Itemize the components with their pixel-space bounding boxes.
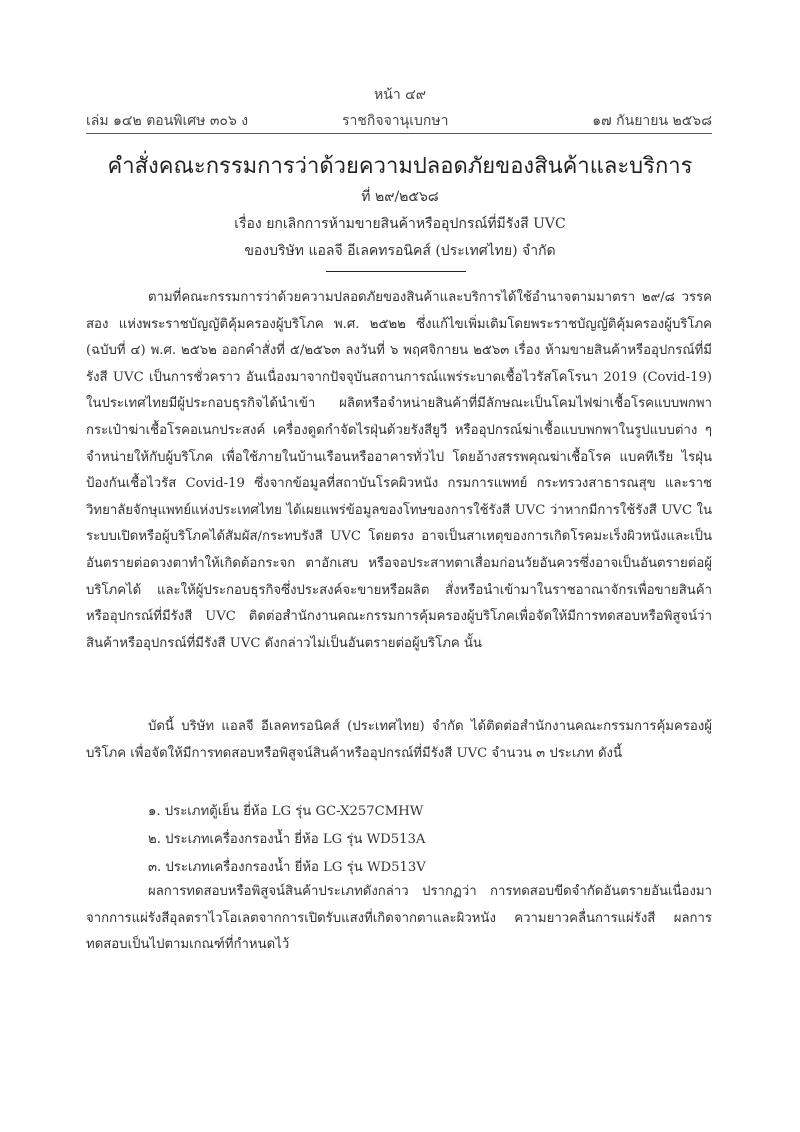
header-divider xyxy=(86,133,712,134)
order-number: ที่ ๒๙/๒๕๖๘ xyxy=(361,189,439,205)
paragraph-background: ตามที่คณะกรรมการว่าด้วยความปลอดภัยของสินค้าและบริการได้ใช้อำนาจตามมาตรา ๒๙/๘ วรรคสอง แห่งพระราชบัญญัติคุ้มครองผู้บริโภค พ.ศ. ๒๕๒๒ ซึ่งแก้ไขเพิ่มเติมโดยพระราชบัญญัติคุ้มครองผู้บริโภค (ฉบับที่ ๔) พ.ศ. ๒๕๖๒ ออกคำสั่งที่ ๕/๒๕๖๓ ลงวันที่ ๖ พฤศจิกายน ๒๕๖๓ เรื่อง ห้ามขายสินค้าหรืออุปกรณ์ที่มีรังสี UVC เป็นการชั่วคราว อันเนื่องมาจากปัจจุบันสถานการณ์แพร่ระบาดเชื้อไวรัสโคโรนา 2019 (Covid-19) ในประเทศไทยมีผู้ประกอบธุรกิจได้นำเข้า ผลิตหรือจำหน่ายสินค้าที่มีลักษณะเป็นโคมไฟฆ่าเชื้อโรคแบบพกพา กระเป๋าฆ่าเชื้อโรคอเนกประสงค์ เครื่องดูดกำจัดไรฝุ่นด้วยรังสียูวี หรืออุปกรณ์ฆ่าเชื้อแบบพกพาในรูปแบบต่าง ๆ จำหน่ายให้กับผู้บริโภค เพื่อใช้ภายในบ้านเรือนหรืออาคารทั่วไป โดยอ้างสรรพคุณฆ่าเชื้อโรค แบคทีเรีย ไรฝุ่น ป้องกันเชื้อไวรัส Covid-19 ซึ่งจากข้อมูลที่สถาบันโรคผิวหนัง กรมการแพทย์ กระทรวงสาธารณสุข และราชวิทยาลัยจักษุแพทย์แห่งประเทศไทย ได้เผยแพร่ข้อมูลของโทษของการใช้รังสี UVC ว่าหากมีการใช้รังสี UVC ในระบบเปิดหรือผู้บริโภคได้สัมผัส/กระทบรังสี UVC โดยตรง อาจเป็นสาเหตุของการเกิดโรคมะเร็งผิวหนังและเป็นอันตรายต่อดวงตาทำให้เกิดต้อกระจก ตาอักเสบ หรือจอประสาทตาเสื่อมก่อนวัยอันควรซึ่งอาจเป็นอันตรายต่อผู้บริโภคได้ และให้ผู้ประกอบธุรกิจซึ่งประสงค์จะขายหรือผลิต สั่งหรือนำเข้ามาในราชอาณาจักรเพื่อขายสินค้า หรืออุปกรณ์ที่มีรังสี UVC ติดต่อสำนักงานคณะกรรมการคุ้มครองผู้บริโภคเพื่อจัดให้มีการทดสอบหรือพิสูจน์ว่าสินค้าหรืออุปกรณ์ที่มีรังสี UVC ดังกล่าวไม่เป็นอันตรายต่อผู้บริโภค นั้น xyxy=(86,290,712,651)
document-title: คำสั่งคณะกรรมการว่าด้วยความปลอดภัยของสินค้าและบริการ xyxy=(107,154,693,179)
company-name: ของบริษัท แอลจี อีเลคทรอนิคส์ (ประเทศไทย) จำกัด xyxy=(244,243,556,259)
paragraph-request: บัดนี้ บริษัท แอลจี อีเลคทรอนิคส์ (ประเทศไทย) จำกัด ได้ติดต่อสำนักงานคณะกรรมการคุ้มครองผู้บริโภค เพื่อจัดให้มีการทดสอบหรือพิสูจน์สินค้าหรืออุปกรณ์ที่มีรังสี UVC จำนวน ๓ ประเภท ดังนี้ xyxy=(86,719,712,761)
list-item: ๓. ประเภทเครื่องกรองน้ำ ยี่ห้อ LG รุ่น WD513V xyxy=(148,860,426,875)
list-item: ๒. ประเภทเครื่องกรองน้ำ ยี่ห้อ LG รุ่น WD513A xyxy=(148,832,426,847)
paragraph-results: ผลการทดสอบหรือพิสูจน์สินค้าประเภทดังกล่าว ปรากฏว่า การทดสอบขีดจำกัดอันตรายอันเนื่องมาจากการแผ่รังสีอุลตราไวโอเลตจากการเปิดรับแสงที่เกิดจากตาและผิวหนัง ความยาวคลื่นการแผ่รังสี ผลการทดสอบเป็นไปตามเกณฑ์ที่กำหนดไว้ xyxy=(86,884,712,953)
page-number: หน้า ๔๙ xyxy=(374,87,426,103)
publication-date: ๑๗ กันยายน ๒๕๖๘ xyxy=(592,113,712,129)
order-subject: เรื่อง ยกเลิกการห้ามขายสินค้าหรืออุปกรณ์ที่มีรังสี UVC xyxy=(234,216,566,232)
list-item: ๑. ประเภทตู้เย็น ยี่ห้อ LG รุ่น GC-X257CMHW xyxy=(148,804,424,819)
publication-name: ราชกิจจานุเบกษา xyxy=(342,113,449,129)
title-divider xyxy=(326,271,466,272)
volume-info: เล่ม ๑๔๒ ตอนพิเศษ ๓๐๖ ง xyxy=(86,113,249,129)
